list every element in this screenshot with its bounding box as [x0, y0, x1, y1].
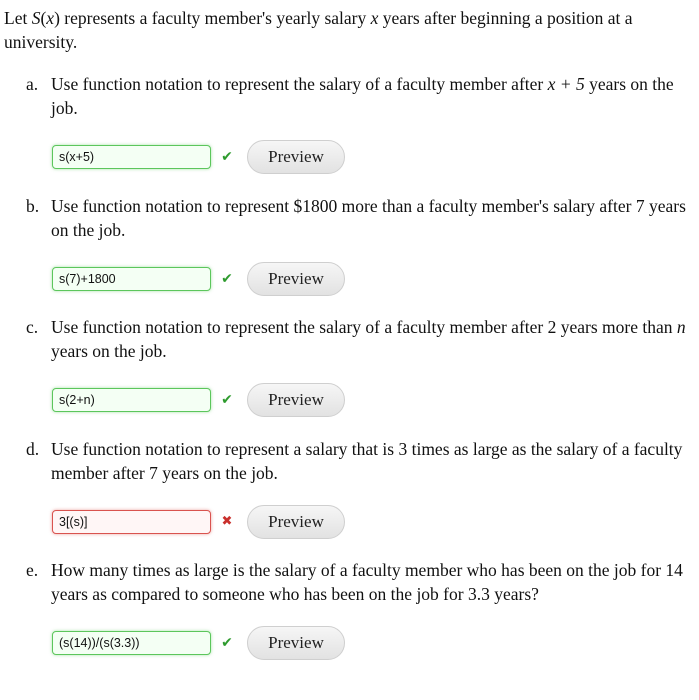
part-letter: c.	[26, 317, 39, 337]
checkmark-icon: ✔	[221, 635, 233, 651]
part-question: Use function notation to represent the salary of a faculty member after 2 years more than n years on the job.	[51, 317, 686, 361]
answer-input-d[interactable]: 3[(s)]	[52, 510, 211, 534]
checkmark-icon: ✔	[221, 149, 233, 165]
part-c	[26, 315, 689, 437]
answer-row	[52, 630, 345, 656]
part-letter: d.	[26, 438, 40, 459]
part-question: Use function notation to represent the salary of a faculty member after x + 5 years on the job.	[51, 74, 674, 118]
part-math: x + 5	[547, 74, 585, 94]
problem-intro	[4, 6, 693, 54]
part-question: Use function notation to represent a salary that is 3 times as large as the salary of a faculty member after 7 years on the job.	[51, 438, 683, 483]
answer-row	[52, 144, 345, 170]
part-a	[26, 72, 689, 194]
checkmark-icon: ✔	[221, 270, 233, 287]
part-letter: b.	[26, 195, 40, 216]
answer-input-b[interactable]: s(7)+1800	[52, 267, 211, 291]
part-e	[26, 558, 689, 680]
answer-row	[52, 387, 345, 413]
intro-function-math: S(x)	[31, 8, 60, 28]
part-question: How many times as large is the salary of a faculty member who has been on the job for 14 years as compared to someone who has been on the job for 3.3 years?	[51, 560, 683, 604]
part-question: Use function notation to represent $1800 more than a faculty member's salary after 7 years on the job.	[51, 195, 686, 240]
preview-button-e[interactable]: Preview	[247, 626, 345, 660]
parts-list	[26, 72, 689, 680]
answer-row	[52, 266, 345, 292]
preview-button-b[interactable]: Preview	[247, 262, 345, 296]
part-b	[26, 194, 689, 316]
part-letter: e.	[26, 560, 39, 580]
answer-input-e[interactable]: (s(14))/(s(3.3))	[52, 631, 211, 655]
answer-row	[52, 509, 345, 535]
answer-input-c[interactable]: s(2+n)	[52, 388, 211, 412]
cross-icon: ✖	[221, 514, 233, 529]
checkmark-icon: ✔	[221, 392, 233, 408]
part-letter: a.	[26, 74, 39, 94]
preview-button-c[interactable]: Preview	[247, 383, 345, 417]
preview-button-d[interactable]: Preview	[247, 505, 345, 539]
part-d	[26, 437, 689, 559]
intro-variable-math: x	[370, 8, 379, 28]
part-math: n	[676, 317, 686, 337]
preview-button-a[interactable]: Preview	[247, 140, 345, 174]
answer-input-a[interactable]: s(x+5)	[52, 145, 211, 169]
intro-text-before: Let	[4, 8, 32, 28]
intro-text-middle: represents a faculty member's yearly salary	[59, 8, 371, 28]
intro-text-after: years after beginning a position at a university.	[4, 8, 633, 52]
